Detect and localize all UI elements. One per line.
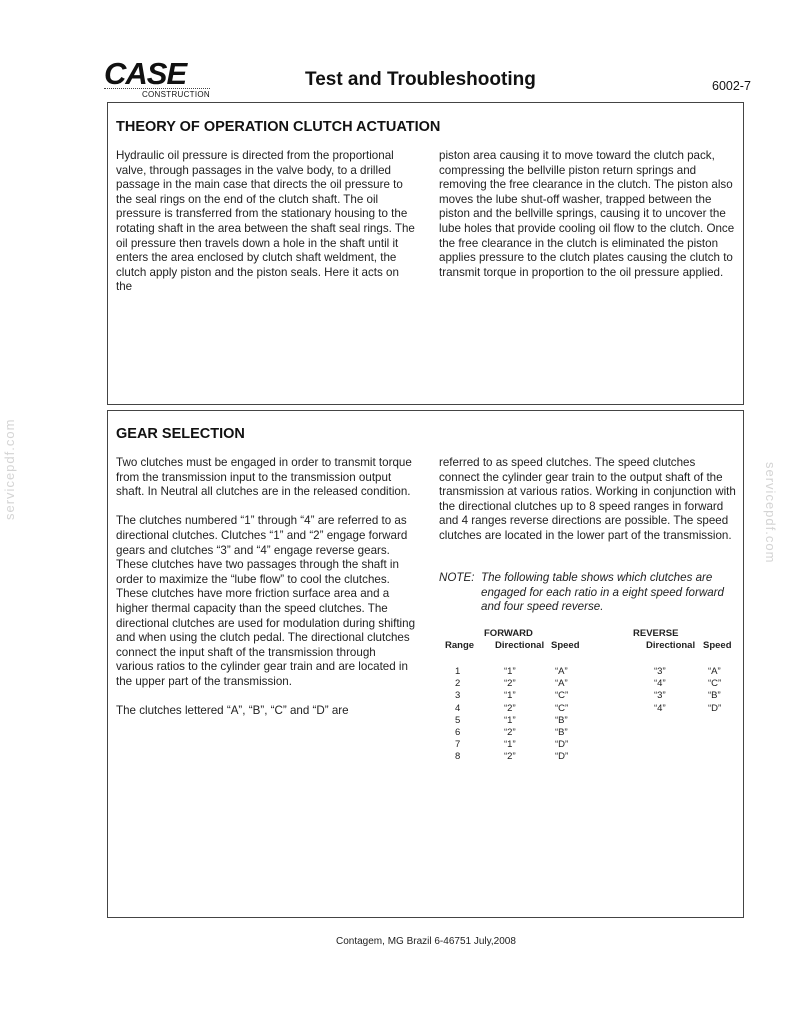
section-heading: GEAR SELECTION (116, 426, 245, 442)
col-speed-reverse: Speed (703, 640, 732, 651)
forward-speed-cell: “A” (555, 666, 568, 677)
reverse-speed-cell: “C” (708, 678, 722, 690)
reverse-speed-cell: “D” (708, 702, 722, 714)
logo-subtitle: CONSTRUCTION (104, 88, 210, 99)
forward-directional-cell: “1” (504, 714, 516, 726)
paragraph: Two clutches must be engaged in order to transmit torque from the transmission input to the transmission output shaft. In Neutral all clutches are in the released condition. (116, 456, 412, 499)
forward-speed-cell: “D” (555, 739, 569, 751)
logo-wordmark: CASE (104, 56, 187, 91)
forward-speed-cell: “C” (555, 690, 569, 702)
forward-label: FORWARD (484, 628, 533, 639)
page-number: 6002-7 (712, 79, 751, 93)
forward-range-cell: 7 (455, 739, 461, 751)
forward-directional-cell: “1” (504, 739, 516, 751)
watermark-left: servicepdf.com (2, 418, 17, 520)
clutch-actuation-section (107, 102, 744, 405)
forward-directional-cell: “2” (504, 751, 516, 763)
col-range: Range (445, 640, 475, 651)
reverse-directional-cell: “4” (654, 702, 666, 714)
reverse-directional-cell: “3” (654, 666, 666, 677)
forward-range-cell: 1 (455, 666, 461, 677)
forward-range-cell: 2 (455, 678, 461, 690)
section-heading: THEORY OF OPERATION CLUTCH ACTUATION (116, 119, 441, 135)
reverse-speed-cell: “A” (708, 666, 721, 677)
col-directional: Directional (495, 640, 545, 651)
forward-speed-cell: “B” (555, 714, 568, 726)
forward-range-cell: 5 (455, 714, 461, 726)
text-column-right: piston area causing it to move toward the clutch pack, compressing the bellville piston return springs and removing the free clearance in the clutch. The piston also moves the lube shut-off washer, trapped between the piston and the bellville springs, causing it to uncover the lube holes that provide cooling oil flow to the clutch. Once the free clearance in the clutch is eliminated the piston applies pressure to the clutch plates causing the clutch to transmit torque in proportion to the oil pressure applied. (439, 149, 735, 279)
gear-table (108, 411, 745, 919)
col-directional-reverse: Directional (646, 640, 696, 651)
forward-range-cell: 4 (455, 702, 461, 714)
forward-range-cell: 3 (455, 690, 461, 702)
watermark-right: servicepdf.com (763, 462, 778, 564)
forward-directional-cell: “2” (504, 702, 516, 714)
reverse-directional-cell: “3” (654, 690, 666, 702)
reverse-directional-cell: “4” (654, 678, 666, 690)
reverse-label: REVERSE (633, 628, 679, 639)
text-column-left: Hydraulic oil pressure is directed from the proportional valve, through passages in the valve body, to a drilled passage in the main case that directs the oil pressure to the seal rings on the end of the clutch shaft. The oil pressure is transferred from the stationary housing to the rotating shaft in the area between the shaft seal rings. The oil pressure then travels down a hole in the shaft until it enters the area enclosed by clutch shaft weldment, the clutch apply piston and the piston seals. Here it acts on the (116, 149, 415, 294)
forward-speed-cell: “A” (555, 678, 568, 690)
note-text: The following table shows which clutches are engaged for each ratio in a eight speed forward and four speed reverse. (481, 571, 724, 614)
paragraph: The clutches numbered “1” through “4” are referred to as directional clutches. Clutches “1” and “2” engage forward gears and clutches “3” and “4” engage reverse gears. These clutches have two passages through the shaft in order to maximize the “lube flow” to cool the clutches. These clutches have more friction surface area and a higher thermal capacity than the speed clutches. The directional clutches are used for modulation during shifting and when using the clutch pedal. The directional clutches connect the input shaft of the transmission through various ratios to the cylinder gear train and are located in the upper part of the transmission. (116, 514, 416, 688)
note-label: NOTE: (439, 571, 475, 584)
paragraph: The clutches lettered “A”, “B”, “C” and “D” are (116, 704, 349, 718)
case-logo (104, 56, 214, 99)
footer: Contagem, MG Brazil 6-46751 July,2008 (336, 936, 516, 947)
col-speed: Speed (551, 640, 580, 651)
gear-selection-section (107, 410, 744, 918)
forward-speed-cell: “B” (555, 727, 568, 738)
page-title: Test and Troubleshooting (305, 69, 536, 90)
forward-speed-cell: “D” (555, 751, 569, 763)
reverse-speed-cell: “B” (708, 690, 721, 702)
forward-range-cell: 8 (455, 751, 461, 763)
forward-range-cell: 6 (455, 727, 461, 738)
text-column-right: referred to as speed clutches. The speed clutches connect the cylinder gear train to the output shaft of the transmission at various ratios. Working in conjunction with the directional clutches up to 8 speed ranges in forward and 4 ranges reverse directions are possible. The speed clutches are located in the lower part of the transmission. (439, 456, 736, 542)
forward-directional-cell: “2” (504, 727, 516, 738)
forward-directional-cell: “2” (504, 678, 516, 690)
forward-directional-cell: “1” (504, 666, 516, 677)
forward-directional-cell: “1” (504, 690, 516, 702)
forward-speed-cell: “C” (555, 702, 569, 714)
